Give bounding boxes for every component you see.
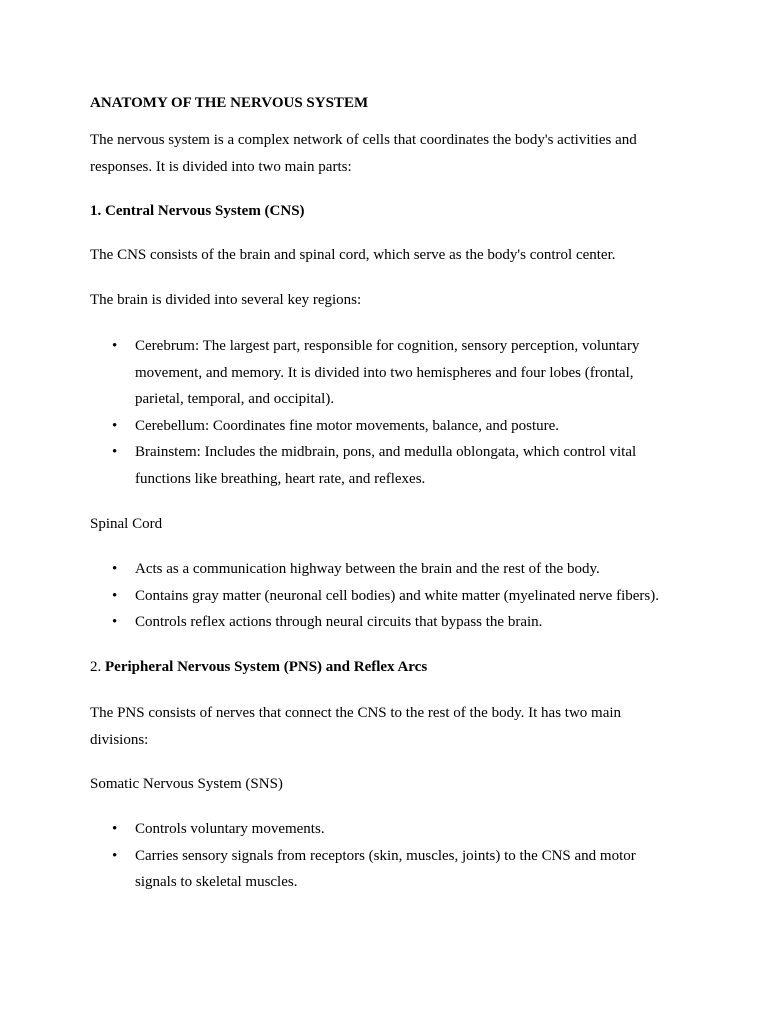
list-item <box>90 556 690 583</box>
list-item-text: Contains gray matter (neuronal cell bodies) and white matter (myelinated nerve fibers). <box>135 587 659 604</box>
list-item <box>90 439 670 492</box>
list-item-text: Brainstem: Includes the midbrain, pons, and medulla oblongata, which control vital functions like breathing, heart rate, and reflexes. <box>135 444 637 487</box>
bullet-icon: • <box>112 561 118 577</box>
intro-paragraph: The nervous system is a complex network of cells that coordinates the body's activities and responses. It is divided into two main parts: <box>90 132 637 175</box>
brain-regions-list <box>90 333 670 493</box>
bullet-icon: • <box>112 587 118 604</box>
bullet-icon: • <box>112 614 118 631</box>
list-item <box>90 333 670 413</box>
sns-heading: Somatic Nervous System (SNS) <box>90 776 283 792</box>
bullet-icon: • <box>112 417 118 434</box>
sns-list <box>90 816 670 896</box>
list-item <box>90 583 690 610</box>
list-item-text: Cerebrum: The largest part, responsible for cognition, sensory perception, voluntary movement, and memory. It is divided into two hemispheres and four lobes (frontal, parietal, temporal, and occipital). <box>135 338 640 408</box>
brain-intro: The brain is divided into several key regions: <box>90 292 362 308</box>
document-title: ANATOMY OF THE NERVOUS SYSTEM <box>90 95 369 111</box>
list-item <box>90 816 670 843</box>
spinal-cord-list <box>90 556 690 636</box>
list-item <box>90 413 670 440</box>
spinal-cord-heading: Spinal Cord <box>90 516 163 532</box>
list-item <box>90 843 670 896</box>
list-item <box>90 609 690 636</box>
list-item-text: Controls voluntary movements. <box>135 821 325 837</box>
list-item-text: Acts as a communication highway between the brain and the rest of the body. <box>135 561 600 577</box>
pns-heading <box>90 654 680 681</box>
list-item-text: Controls reflex actions through neural circuits that bypass the brain. <box>135 614 543 631</box>
pns-description: The PNS consists of nerves that connect the CNS to the rest of the body. It has two main divisions: <box>90 705 622 748</box>
pns-heading-text: Peripheral Nervous System (PNS) and Reflex Arcs <box>105 659 428 675</box>
bullet-icon: • <box>112 821 118 837</box>
list-item-text: Cerebellum: Coordinates fine motor movements, balance, and posture. <box>135 417 560 434</box>
bullet-icon: • <box>112 847 118 864</box>
list-item-text: Carries sensory signals from receptors (skin, muscles, joints) to the CNS and motor signals to skeletal muscles. <box>135 847 636 891</box>
cns-heading: 1. Central Nervous System (CNS) <box>90 203 305 219</box>
bullet-icon: • <box>112 338 118 354</box>
cns-description: The CNS consists of the brain and spinal cord, which serve as the body's control center. <box>90 247 616 263</box>
bullet-icon: • <box>112 444 118 461</box>
pns-heading-number: 2. <box>90 659 105 675</box>
